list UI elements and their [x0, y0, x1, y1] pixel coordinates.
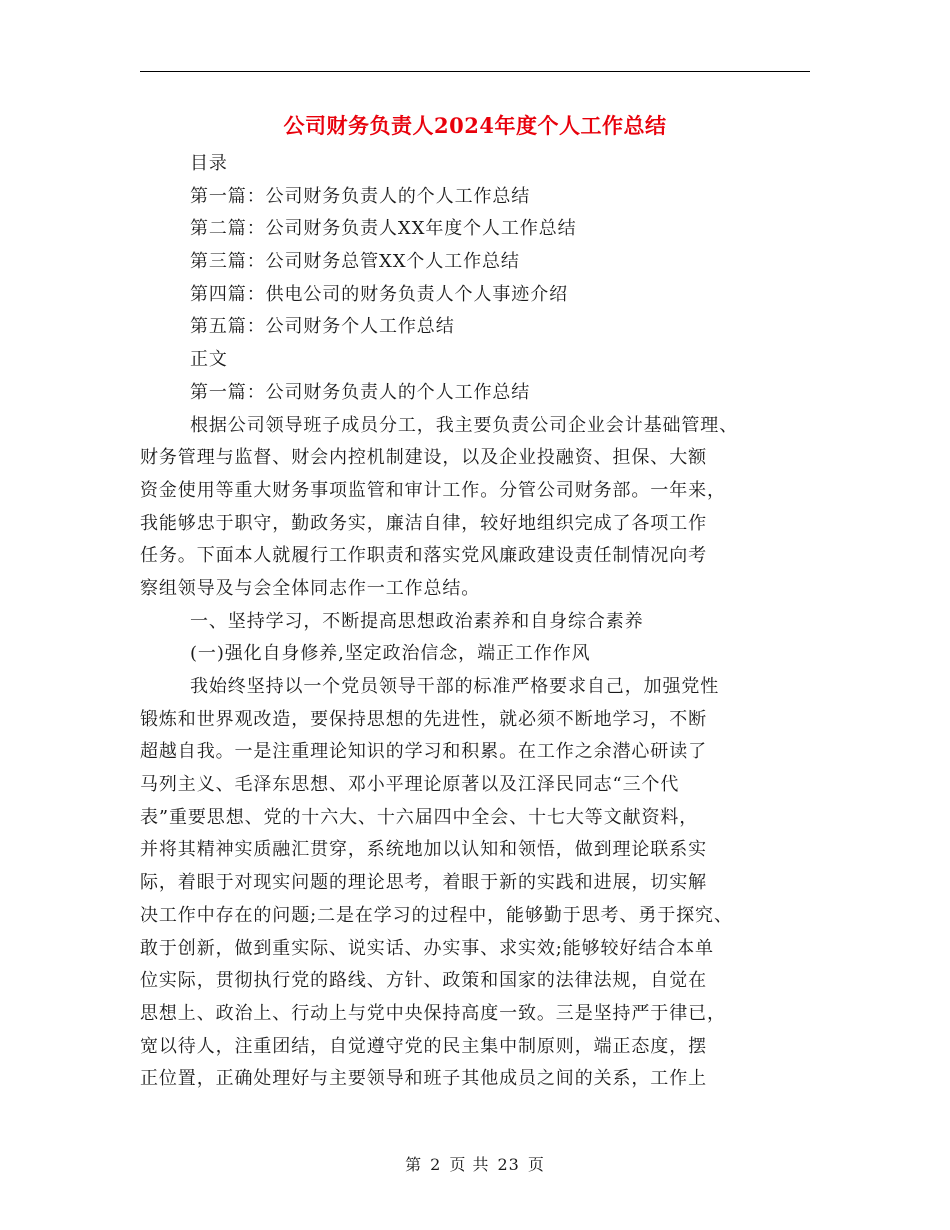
text-line: 决工作中存在的问题;二是在学习的过程中，能够勤于思考、勇于探究、	[140, 904, 733, 926]
text-line: 第一篇：公司财务负责人的个人工作总结	[190, 381, 531, 403]
text-line: 任务。下面本人就履行工作职责和落实党风廉政建设责任制情况向考	[140, 545, 707, 567]
text-line: 马列主义、毛泽东思想、邓小平理论原著以及江泽民同志“三个代	[140, 774, 680, 796]
footer-prefix: 第	[405, 1155, 423, 1174]
footer-total-pages: 23	[497, 1155, 520, 1174]
header-rule	[140, 71, 810, 72]
text-line: 一、坚持学习，不断提高思想政治素养和自身综合素养	[190, 610, 644, 632]
footer-middle: 页 共	[449, 1155, 490, 1174]
text-line: 思想上、政治上、行动上与党中央保持高度一致。三是坚持严于律已，	[140, 1002, 726, 1024]
text-line: 第五篇：公司财务个人工作总结	[190, 316, 455, 338]
text-line: 我始终坚持以一个党员领导干部的标准严格要求自己，加强党性	[190, 676, 720, 697]
text-line: 宽以待人，注重团结，自觉遵守党的民主集中制原则，端正态度，摆	[140, 1035, 707, 1057]
text-line: 正文	[190, 349, 228, 371]
text-line: 并将其精神实质融汇贯穿，系统地加以认知和领悟，做到理论联系实	[140, 839, 707, 861]
text-line: 表”重要思想、党的十六大、十六届四中全会、十七大等文献资料，	[140, 806, 699, 828]
text-line: 我能够忠于职守，勤政务实，廉洁自律，较好地组织完成了各项工作	[140, 512, 707, 534]
text-line: 正位置，正确处理好与主要领导和班子其他成员之间的关系，工作上	[140, 1068, 707, 1090]
document-title: 公司财务负责人2024年度个人工作总结	[283, 113, 667, 138]
text-line: 锻炼和世界观改造，要保持思想的先进性，就必须不断地学习，不断	[140, 708, 707, 730]
text-line: 根据公司领导班子成员分工，我主要负责公司企业会计基础管理、	[190, 414, 739, 436]
text-line: 超越自我。一是注重理论知识的学习和积累。在工作之余潜心研读了	[140, 741, 707, 763]
text-line: 目录	[190, 153, 228, 174]
text-line: 第四篇：供电公司的财务负责人个人事迹介绍	[190, 283, 568, 305]
text-line: 第一篇：公司财务负责人的个人工作总结	[190, 185, 531, 207]
text-line: 际，着眼于对现实问题的理论思考，着眼于新的实践和进展，切实解	[140, 872, 707, 894]
footer-suffix: 页	[527, 1155, 545, 1174]
document-body	[140, 148, 820, 1096]
text-line: 位实际，贯彻执行党的路线、方针、政策和国家的法律法规，自觉在	[140, 970, 707, 992]
text-line: 第三篇：公司财务总管XX个人工作总结	[190, 251, 520, 273]
text-line: 第二篇：公司财务负责人XX年度个人工作总结	[190, 218, 577, 240]
text-line: 察组领导及与会全体同志作一工作总结。	[140, 577, 481, 599]
text-line: 资金使用等重大财务事项监管和审计工作。分管公司财务部。一年来，	[140, 479, 726, 501]
page-footer	[0, 1150, 950, 1180]
text-line: (一)强化自身修养,坚定政治信念，端正工作作风	[190, 643, 591, 665]
footer-page-number: 2	[430, 1155, 442, 1174]
text-line: 敢于创新，做到重实际、说实话、办实事、求实效;能够较好结合本单	[140, 937, 714, 959]
text-line: 财务管理与监督、财会内控机制建设，以及企业投融资、担保、大额	[140, 447, 707, 469]
